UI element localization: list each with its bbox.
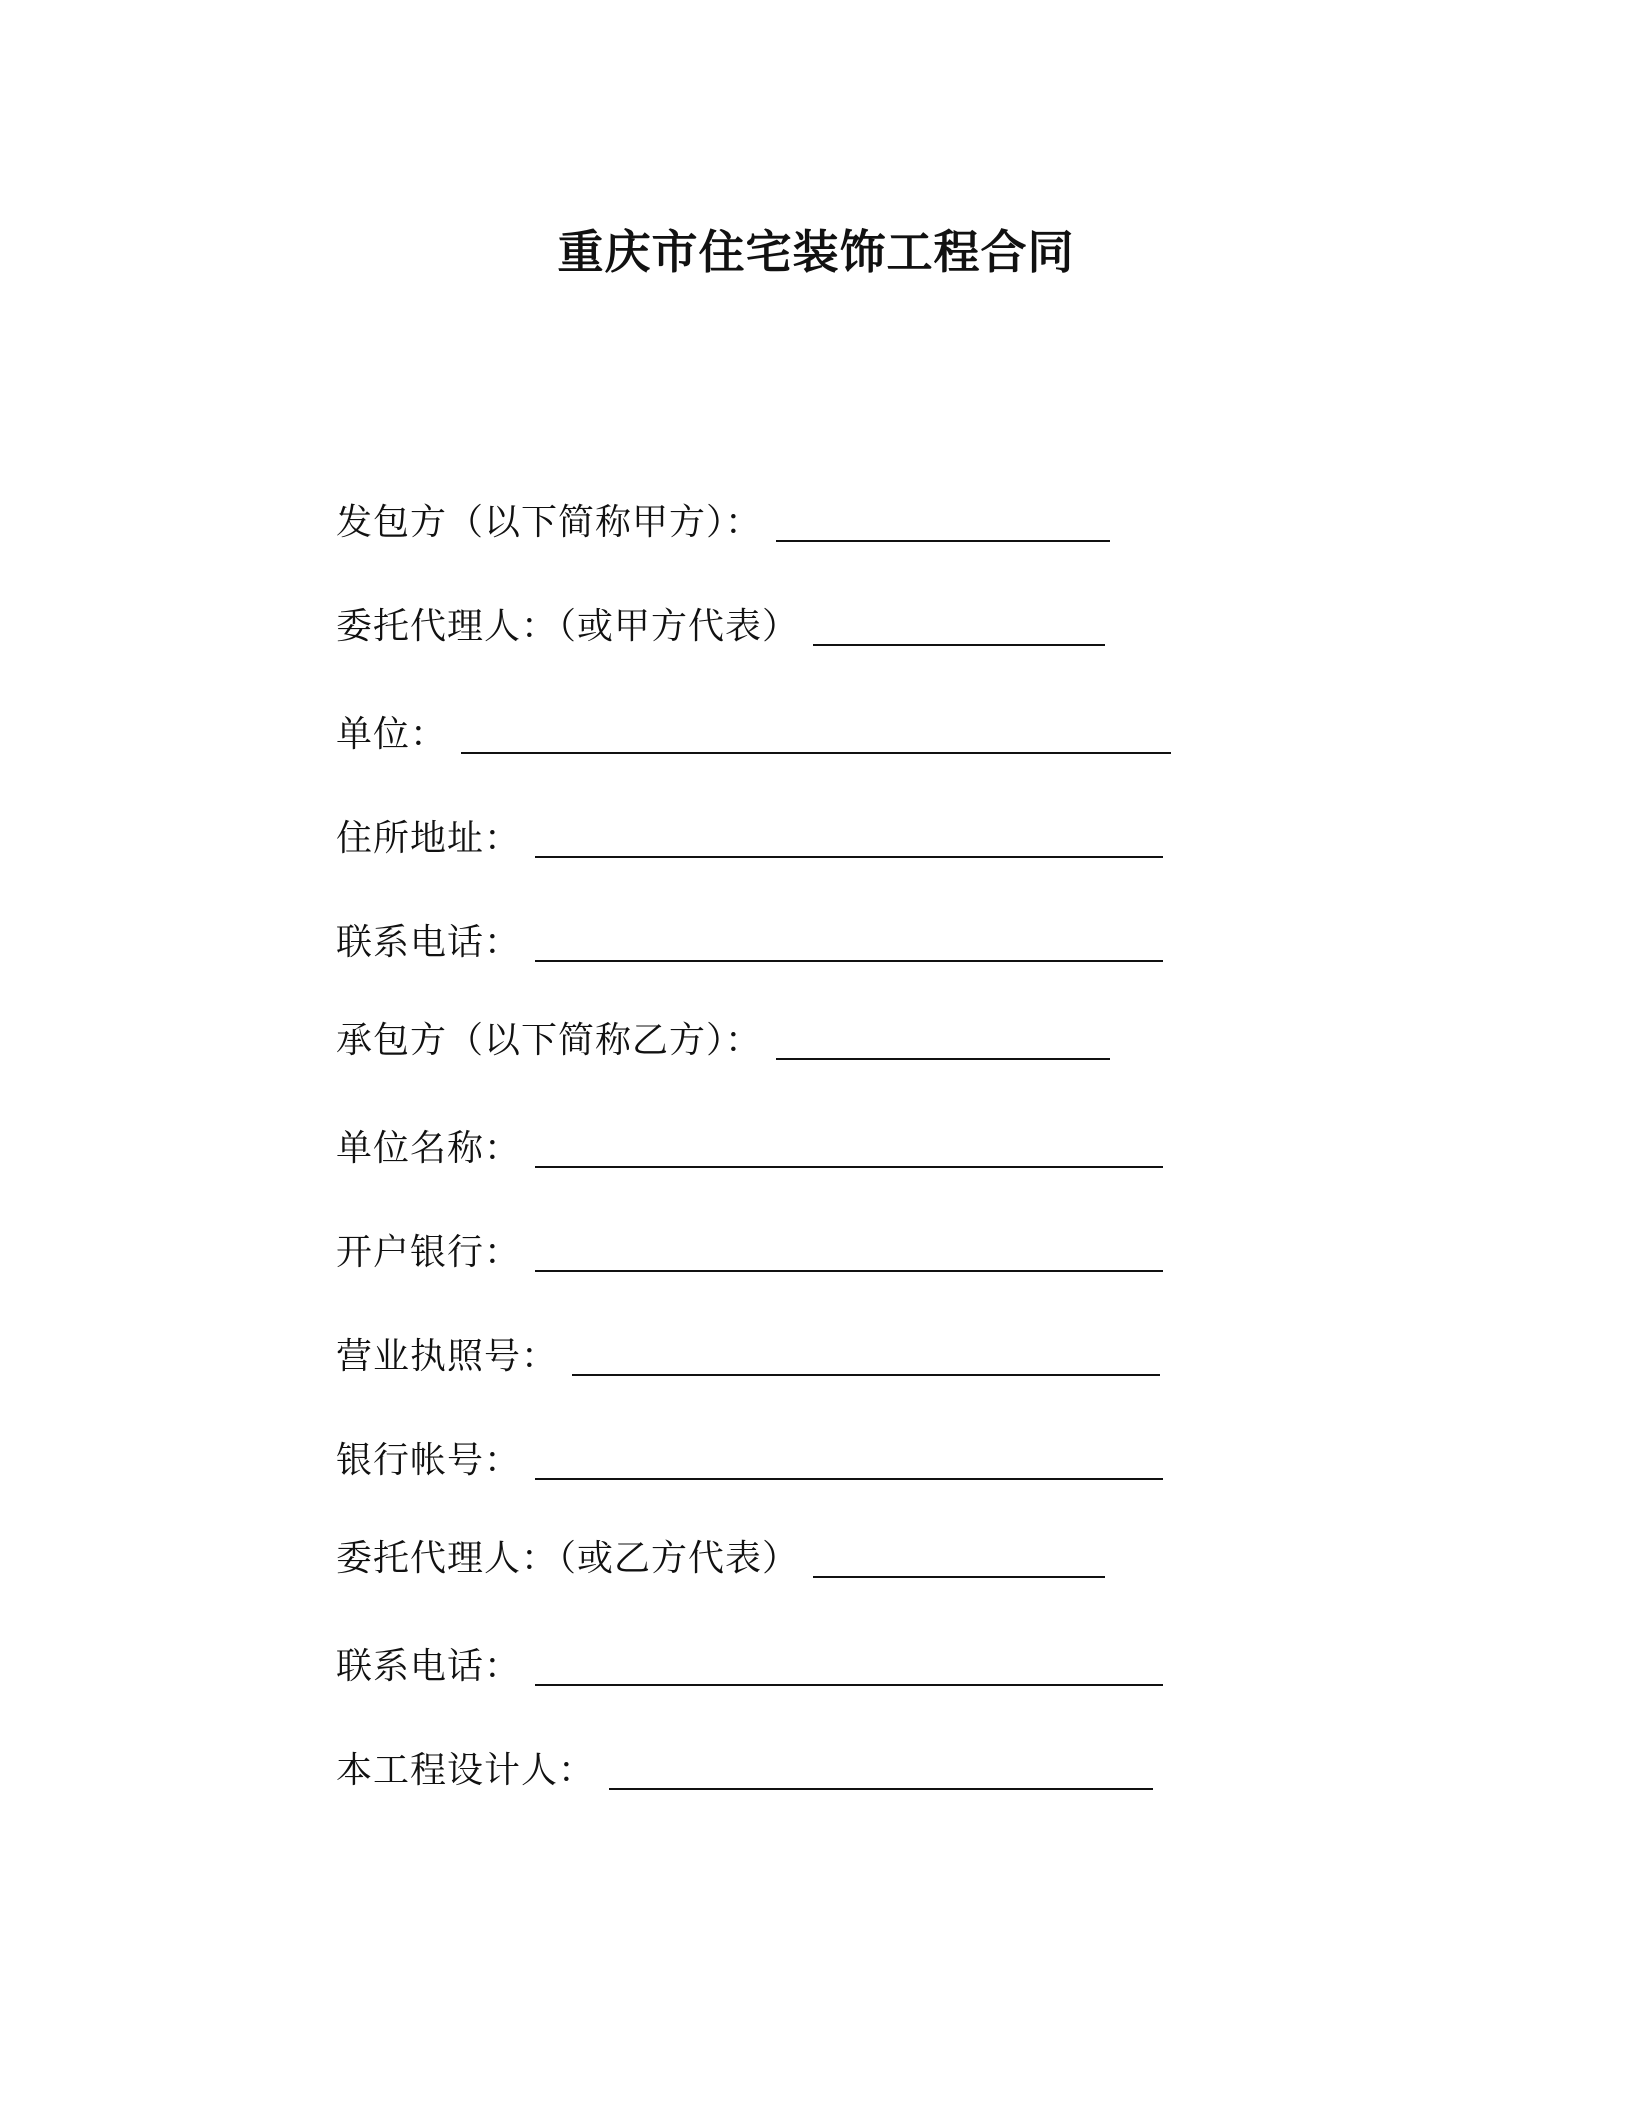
fill-in-blank[interactable] xyxy=(535,1136,1163,1168)
field-label: 营业执照号： xyxy=(336,1336,559,1377)
fill-in-blank[interactable] xyxy=(535,826,1163,858)
fill-in-blank[interactable] xyxy=(776,1028,1110,1060)
fill-in-blank[interactable] xyxy=(813,1546,1105,1578)
field-employer-agent xyxy=(336,600,1105,650)
field-contractor xyxy=(336,1014,1110,1064)
fill-in-blank[interactable] xyxy=(572,1344,1160,1376)
fill-in-blank[interactable] xyxy=(813,614,1105,646)
field-employer-address xyxy=(336,812,1163,862)
field-contractor-name xyxy=(336,1122,1163,1172)
field-label: 委托代理人：（或甲方代表） xyxy=(336,606,800,647)
fill-in-blank[interactable] xyxy=(461,722,1171,754)
field-label: 单位名称： xyxy=(336,1128,522,1169)
field-label: 本工程设计人： xyxy=(336,1750,596,1791)
field-employer-unit xyxy=(336,708,1171,758)
field-label: 银行帐号： xyxy=(336,1440,522,1481)
field-contractor-agent xyxy=(336,1532,1105,1582)
fill-in-blank[interactable] xyxy=(609,1758,1153,1790)
field-label: 联系电话： xyxy=(336,922,522,963)
field-designer xyxy=(336,1744,1153,1794)
field-label: 单位： xyxy=(336,714,448,755)
field-label: 承包方（以下简称乙方）： xyxy=(336,1020,763,1061)
fill-in-blank[interactable] xyxy=(535,1654,1163,1686)
field-label: 开户银行： xyxy=(336,1232,522,1273)
field-label: 委托代理人：（或乙方代表） xyxy=(336,1538,800,1579)
fill-in-blank[interactable] xyxy=(535,930,1163,962)
document-title: 重庆市住宅装饰工程合同 xyxy=(557,225,1075,279)
field-bank-account xyxy=(336,1434,1163,1484)
field-label: 发包方（以下简称甲方）： xyxy=(336,502,763,543)
field-employer-phone xyxy=(336,916,1163,966)
field-label: 联系电话： xyxy=(336,1646,522,1687)
field-label: 住所地址： xyxy=(336,818,522,859)
fill-in-blank[interactable] xyxy=(776,510,1110,542)
field-contractor-phone xyxy=(336,1640,1163,1690)
field-business-license xyxy=(336,1330,1160,1380)
field-contractor-bank xyxy=(336,1226,1163,1276)
fill-in-blank[interactable] xyxy=(535,1448,1163,1480)
field-employer xyxy=(336,496,1110,546)
fill-in-blank[interactable] xyxy=(535,1240,1163,1272)
